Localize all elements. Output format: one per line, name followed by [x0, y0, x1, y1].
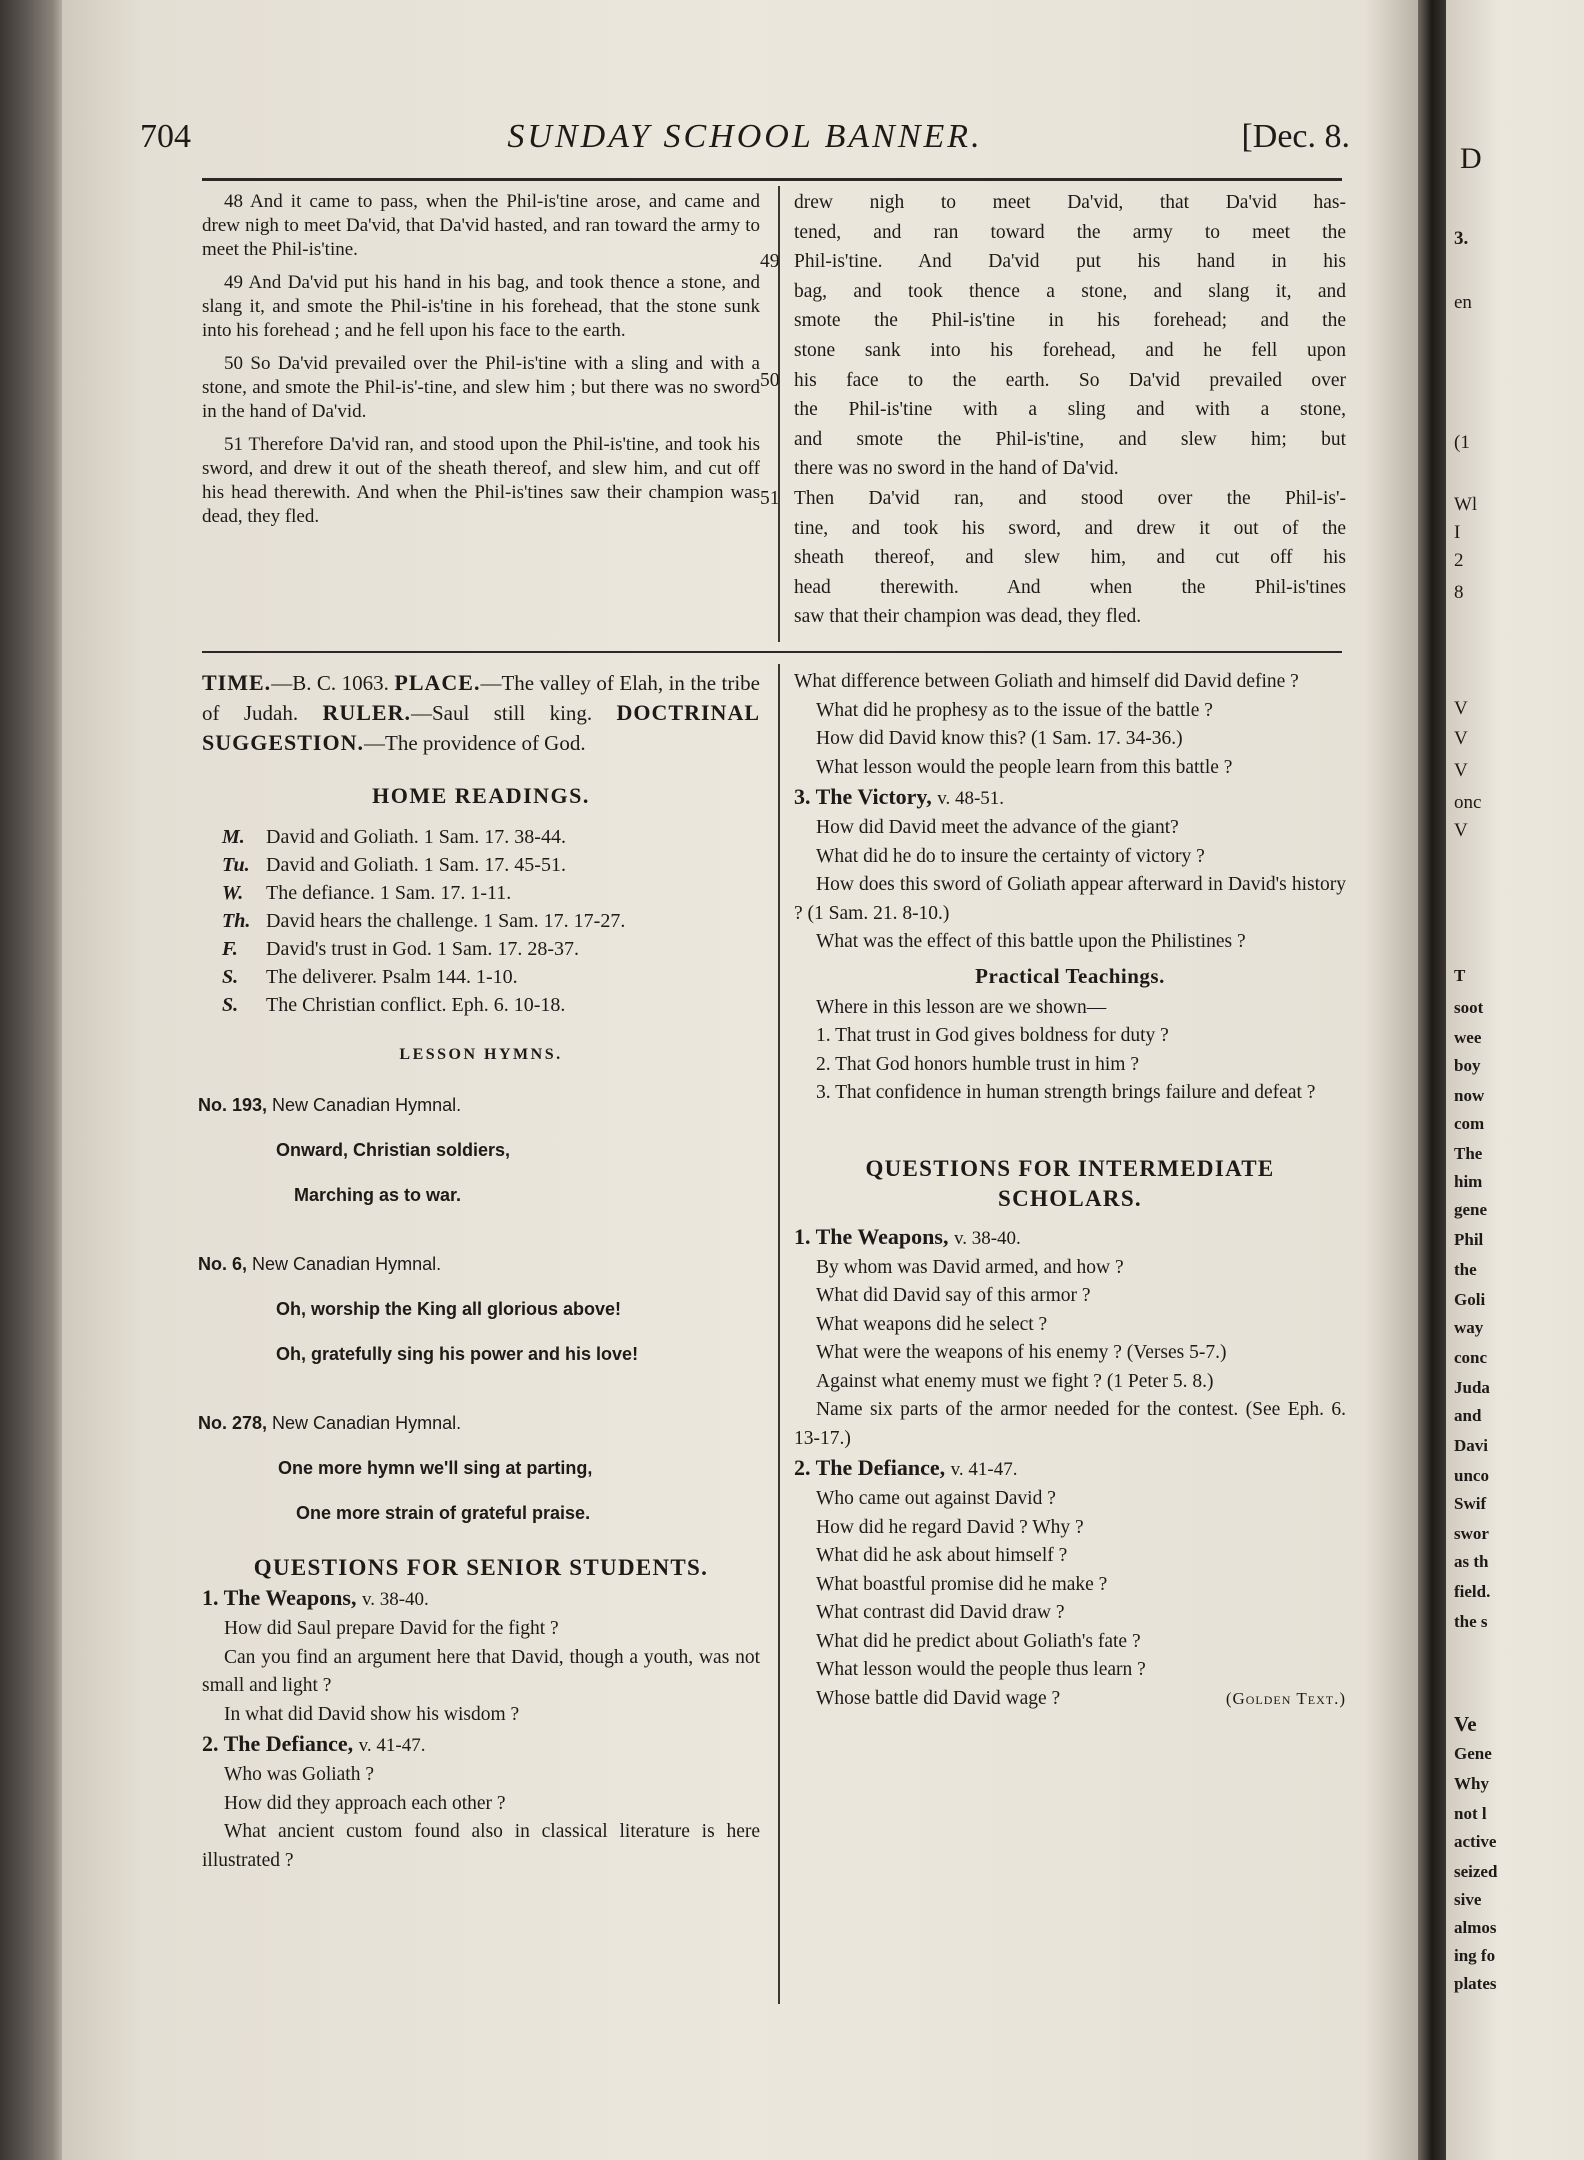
- fragment-text: Phil: [1454, 1230, 1484, 1249]
- fragment-text: 3.: [1454, 228, 1469, 249]
- question: How did he regard David ? Why ?: [816, 1516, 1084, 1538]
- header-rule: [202, 178, 1342, 181]
- reading-text: The deliverer. Psalm 144. 1-10.: [266, 966, 518, 988]
- intermediate-s2-heading: 2. The Defiance,: [794, 1455, 946, 1480]
- scripture-text: saw that their champion was dead, they fled.: [794, 606, 1142, 628]
- fragment-text: the s: [1454, 1612, 1488, 1631]
- fragment-text: D: [1460, 142, 1482, 175]
- hymn-line: One more strain of grateful praise.: [296, 1503, 591, 1523]
- practical-teachings-title: Practical Teachings.: [975, 963, 1165, 988]
- intermediate-section-1-title: [794, 1222, 1346, 1254]
- fragment-text: 8: [1454, 582, 1464, 603]
- question: What did he ask about himself ?: [816, 1545, 1068, 1566]
- scripture-text: bag, and took thence a stone, and slang it, and: [794, 280, 1346, 302]
- fragment-text: ing fo: [1454, 1946, 1496, 1965]
- fragment-text: 2: [1454, 550, 1464, 571]
- question: In what did David show his wisdom ?: [224, 1703, 520, 1725]
- scripture-line: [794, 306, 1346, 336]
- scripture-text: sheath thereof, and slew him, and cut off his: [794, 547, 1346, 569]
- scripture-line: [794, 543, 1346, 573]
- fragment-text: almos: [1454, 1918, 1497, 1937]
- hymn-line: Oh, worship the King all glorious above!: [276, 1299, 622, 1319]
- question: What did he prophesy as to the issue of the battle ?: [816, 699, 1213, 721]
- page-number: 704: [140, 118, 191, 155]
- place-label: PLACE.: [394, 670, 481, 695]
- golden-text-ref: (Golden Text.): [1225, 1688, 1346, 1708]
- scripture-text: stone sank into his forehead, and he fell upon: [794, 339, 1346, 361]
- question: What did he do to insure the certainty of victory ?: [816, 845, 1205, 867]
- scripture-line: [760, 366, 1346, 396]
- intermediate-title-line-2: SCHOLARS.: [998, 1185, 1142, 1211]
- reading-item: [202, 851, 760, 879]
- question: Name six parts of the armor needed for the contest. (See Eph. 6. 13-17.): [794, 1399, 1346, 1449]
- fragment-text: The: [1454, 1144, 1483, 1163]
- reading-day: S.: [222, 966, 239, 988]
- adjacent-page: [1446, 0, 1584, 2160]
- scripture-line: [794, 454, 1346, 484]
- intermediate-s2-questions: [794, 1485, 1346, 1685]
- fragment-text: V: [1454, 820, 1468, 841]
- senior-s2-heading: 2. The Defiance,: [202, 1731, 354, 1756]
- reading-day: M.: [222, 826, 245, 848]
- fragment-text: en: [1454, 292, 1472, 313]
- verse-49: 49 And Da'vid put his hand in his bag, and took thence a stone, and slang it, and smote the Phil-is'tine in his forehead, that the stone sunk into his forehead ; and he fell upon his face to the earth.: [202, 272, 760, 341]
- question: How does this sword of Goliath appear afterward in David's history ? (1 Sam. 21. 8-10.): [794, 874, 1346, 924]
- verse-number: 49: [760, 251, 780, 273]
- book-gutter: [1418, 0, 1446, 2160]
- question: By whom was David armed, and how ?: [816, 1256, 1124, 1278]
- senior-s3-questions: [794, 814, 1346, 957]
- scripture-text: smote the Phil-is'tine in his forehead; and the: [794, 310, 1346, 332]
- scripture-line: [794, 218, 1346, 248]
- reading-item: [202, 963, 760, 991]
- intermediate-s1-ref: v. 38-40.: [953, 1227, 1021, 1249]
- intermediate-questions-title: [794, 1154, 1346, 1214]
- doctrine-label: DOCTRINAL SUGGESTION.: [202, 700, 761, 755]
- hymn-line: Onward, Christian soldiers,: [276, 1140, 511, 1160]
- reading-item: [202, 879, 760, 907]
- fragment-text: swor: [1454, 1524, 1489, 1543]
- fragment-text: (1: [1454, 432, 1470, 453]
- fragment-text: com: [1454, 1114, 1485, 1133]
- running-header: [140, 118, 1350, 168]
- verse-51: 51 Therefore Da'vid ran, and stood upon the Phil-is'tine, and took his sword, and drew it out of the sheath thereof, and slew him, and cut off his head therewith. And when the Phil-is'tines saw their champion was dead, they fled.: [202, 434, 760, 527]
- right-lower-column: [794, 668, 1346, 1713]
- practical-intro: Where in this lesson are we shown—: [816, 996, 1107, 1018]
- question: How did they approach each other ?: [224, 1792, 506, 1814]
- hymn-line: One more hymn we'll sing at parting,: [278, 1458, 593, 1478]
- question: How did David know this? (1 Sam. 17. 34-36.): [816, 728, 1183, 749]
- hymn-book: New Canadian Hymnal.: [272, 1413, 462, 1433]
- last-question: Whose battle did David wage ?: [816, 1687, 1061, 1709]
- fragment-text: seized: [1454, 1862, 1498, 1881]
- question: What difference between Goliath and himself did David define ?: [794, 671, 1299, 692]
- lesson-hymns-title: LESSON HYMNS.: [399, 1046, 563, 1063]
- question: Against what enemy must we fight ? (1 Peter 5. 8.): [816, 1370, 1214, 1392]
- lesson-hymns-list: [198, 1092, 760, 1527]
- hymn-line: Oh, gratefully sing his power and his love!: [276, 1344, 639, 1364]
- fragment-text: now: [1454, 1086, 1485, 1105]
- scripture-text: drew nigh to meet Da'vid, that Da'vid has-: [794, 192, 1346, 213]
- hymn-number: No. 6,: [198, 1254, 248, 1274]
- scripture-line: [794, 188, 1346, 218]
- scripture-line: [760, 247, 1346, 277]
- home-readings-title: HOME READINGS.: [372, 783, 590, 808]
- scripture-line: [760, 484, 1346, 514]
- senior-s3-ref: v. 48-51.: [937, 788, 1005, 809]
- hymn-book: New Canadian Hymnal.: [272, 1095, 462, 1115]
- intermediate-s2-ref: v. 41-47.: [950, 1459, 1018, 1480]
- place-text: —The valley of Elah, in the tribe of Judah.: [202, 671, 761, 725]
- intermediate-section-2-title: [794, 1453, 1346, 1485]
- question: What lesson would the people learn from this battle ?: [816, 756, 1233, 778]
- question: 2. That God honors humble trust in him ?: [816, 1053, 1139, 1075]
- scripture-text: there was no sword in the hand of Da'vid.: [794, 458, 1119, 480]
- intermediate-title-line-1: QUESTIONS FOR INTERMEDIATE: [865, 1155, 1275, 1181]
- verse-50: 50 So Da'vid prevailed over the Phil-is'tine with a sling and with a stone, and smote the Phil-is'-tine, and slew him ; but there was no sword in the hand of Da'vid.: [202, 353, 760, 422]
- question: What lesson would the people thus learn ?: [816, 1659, 1146, 1680]
- reading-text: David and Goliath. 1 Sam. 17. 38-44.: [266, 826, 566, 848]
- hymn-entry: [198, 1251, 760, 1278]
- question: How did David meet the advance of the giant?: [816, 817, 1179, 838]
- hymn-book: New Canadian Hymnal.: [252, 1254, 442, 1274]
- scripture-text: the Phil-is'tine with a sling and with a stone,: [794, 399, 1346, 421]
- question: What were the weapons of his enemy ? (Verses 5-7.): [816, 1342, 1227, 1363]
- intermediate-s1-questions: [794, 1254, 1346, 1454]
- issue-date: [Dec. 8.: [1241, 118, 1350, 155]
- reading-item: [202, 907, 760, 935]
- left-lower-column: [198, 668, 761, 1875]
- question: Can you find an argument here that David, though a youth, was not small and light ?: [202, 1646, 760, 1696]
- hymn-number: No. 278,: [198, 1413, 268, 1433]
- senior-section-2-title: [202, 1729, 760, 1761]
- book-left-edge: [0, 0, 62, 2160]
- fragment-text: field.: [1454, 1582, 1491, 1601]
- fragment-text: the: [1454, 1260, 1477, 1279]
- hymn-line: Marching as to war.: [294, 1185, 462, 1205]
- senior-section-1-title: [202, 1583, 760, 1615]
- fragment-text: Goli: [1454, 1290, 1486, 1309]
- reading-item: [202, 935, 760, 963]
- fragment-text: unco: [1454, 1466, 1489, 1485]
- fragment-text: active: [1454, 1832, 1497, 1851]
- publication-title: SUNDAY SCHOOL BANNER.: [507, 118, 983, 155]
- scripture-line: [794, 573, 1346, 603]
- fragment-text: Wl: [1454, 494, 1478, 515]
- scripture-text: his face to the earth. So Da'vid prevailed over: [794, 369, 1346, 391]
- intermediate-s1-heading: 1. The Weapons,: [794, 1223, 949, 1249]
- scripture-line: [794, 602, 1346, 632]
- senior-s2-questions: [202, 1761, 760, 1875]
- question: How did Saul prepare David for the fight ?: [224, 1618, 559, 1639]
- scripture-text: Then Da'vid ran, and stood over the Phil-is'-: [794, 487, 1346, 509]
- scripture-line: [794, 514, 1346, 544]
- fragment-text: Gene: [1454, 1744, 1492, 1763]
- senior-s1-ref: v. 38-40.: [361, 1589, 429, 1610]
- verse-number: 50: [760, 369, 780, 391]
- reading-day: S.: [222, 994, 239, 1016]
- fragment-text: sive: [1454, 1890, 1482, 1909]
- time-text: —B. C. 1063.: [271, 671, 389, 695]
- fragment-text: V: [1454, 760, 1468, 781]
- question: What weapons did he select ?: [816, 1313, 1048, 1335]
- fragment-text: Swif: [1454, 1494, 1487, 1513]
- scripture-authorized: [202, 190, 760, 538]
- fragment-text: plates: [1454, 1974, 1497, 1993]
- fragment-text: boy: [1454, 1056, 1481, 1075]
- hymn-number: No. 193,: [198, 1095, 268, 1115]
- fragment-text: V: [1454, 698, 1468, 719]
- senior-s1-questions: [202, 1615, 760, 1729]
- section-rule: [202, 651, 1342, 653]
- fragment-text: Juda: [1454, 1378, 1490, 1397]
- fragment-text: V: [1454, 728, 1468, 749]
- senior-s2-ref: v. 41-47.: [358, 1735, 426, 1756]
- senior-s2-questions-continued: [794, 668, 1346, 782]
- reading-item: [202, 991, 760, 1019]
- fragment-text: conc: [1454, 1348, 1488, 1367]
- verse-48: 48 And it came to pass, when the Phil-is'tine arose, and came and drew nigh to meet Da'vid, that Da'vid hasted, and ran toward the army to meet the Phil-is'tine.: [202, 191, 760, 260]
- reading-day: Tu.: [222, 854, 250, 876]
- fragment-text: as th: [1454, 1552, 1489, 1571]
- scripture-text: tine, and took his sword, and drew it out of the: [794, 517, 1346, 539]
- senior-section-3-title: [794, 782, 1346, 814]
- scripture-line: [794, 425, 1346, 455]
- reading-day: F.: [222, 938, 238, 960]
- fragment-text: Davi: [1454, 1436, 1488, 1455]
- senior-questions-title: QUESTIONS FOR SENIOR STUDENTS.: [253, 1555, 709, 1580]
- fragment-text: not l: [1454, 1804, 1487, 1823]
- question: What was the effect of this battle upon the Philistines ?: [816, 931, 1246, 952]
- scripture-line: [794, 277, 1346, 307]
- reading-text: The defiance. 1 Sam. 17. 1-11.: [266, 882, 512, 904]
- question: Who came out against David ?: [816, 1488, 1056, 1509]
- scripture-text: and smote the Phil-is'tine, and slew him; but: [794, 428, 1346, 450]
- senior-s1-heading: 1. The Weapons,: [202, 1585, 357, 1610]
- fragment-text: T: [1454, 966, 1466, 985]
- question: What boastful promise did he make ?: [816, 1573, 1108, 1595]
- hymn-entry: [198, 1410, 760, 1437]
- reading-day: Th.: [222, 910, 251, 932]
- fragment-text: I: [1454, 522, 1461, 543]
- reading-text: David's trust in God. 1 Sam. 17. 28-37.: [266, 938, 580, 960]
- doctrine-text: —The providence of God.: [364, 731, 586, 755]
- question: What did David say of this armor ?: [816, 1285, 1091, 1306]
- fragment-text: soot: [1454, 998, 1484, 1017]
- hymn-entry: [198, 1092, 760, 1119]
- scripture-text: head therewith. And when the Phil-is'tines: [794, 576, 1346, 598]
- scripture-line: [794, 395, 1346, 425]
- fragment-text: him: [1454, 1172, 1483, 1191]
- verse-number: 51: [760, 487, 780, 509]
- scripture-text: tened, and ran toward the army to meet the: [794, 221, 1346, 243]
- question: 3. That confidence in human strength brings failure and defeat ?: [816, 1082, 1316, 1103]
- fragment-text: onc: [1454, 792, 1482, 813]
- reading-text: The Christian conflict. Eph. 6. 10-18.: [266, 994, 566, 1016]
- fragment-text: gene: [1454, 1200, 1488, 1219]
- reading-text: David hears the challenge. 1 Sam. 17. 17-27.: [266, 910, 626, 932]
- fragment-text: Why: [1454, 1774, 1489, 1793]
- home-readings-list: [202, 823, 760, 1019]
- scripture-line: [794, 336, 1346, 366]
- fragment-text: way: [1454, 1318, 1484, 1337]
- reading-text: David and Goliath. 1 Sam. 17. 45-51.: [266, 854, 566, 876]
- scripture-text: Phil-is'tine. And Da'vid put his hand in his: [794, 251, 1346, 273]
- question: What did he predict about Goliath's fate ?: [816, 1630, 1141, 1652]
- scripture-revised: [760, 188, 1346, 632]
- time-label: TIME.: [202, 670, 272, 695]
- column-divider: [778, 664, 780, 2004]
- ruler-text: —Saul still king.: [411, 701, 593, 725]
- question: What ancient custom found also in classical literature is here illustrated ?: [202, 1821, 760, 1871]
- reading-day: W.: [222, 882, 244, 904]
- ruler-label: RULER.: [322, 700, 411, 725]
- practical-list: [794, 1022, 1346, 1108]
- fragment-text: wee: [1454, 1028, 1482, 1047]
- reading-item: [202, 823, 760, 851]
- question: Who was Goliath ?: [224, 1764, 375, 1785]
- golden-text-question: [794, 1685, 1346, 1714]
- question: What contrast did David draw ?: [816, 1602, 1065, 1623]
- fragment-text: and: [1454, 1406, 1482, 1425]
- lesson-info: [202, 668, 760, 758]
- senior-s3-heading: 3. The Victory,: [794, 784, 932, 809]
- fragment-text: Ve: [1454, 1712, 1477, 1736]
- question: 1. That trust in God gives boldness for duty ?: [816, 1025, 1169, 1046]
